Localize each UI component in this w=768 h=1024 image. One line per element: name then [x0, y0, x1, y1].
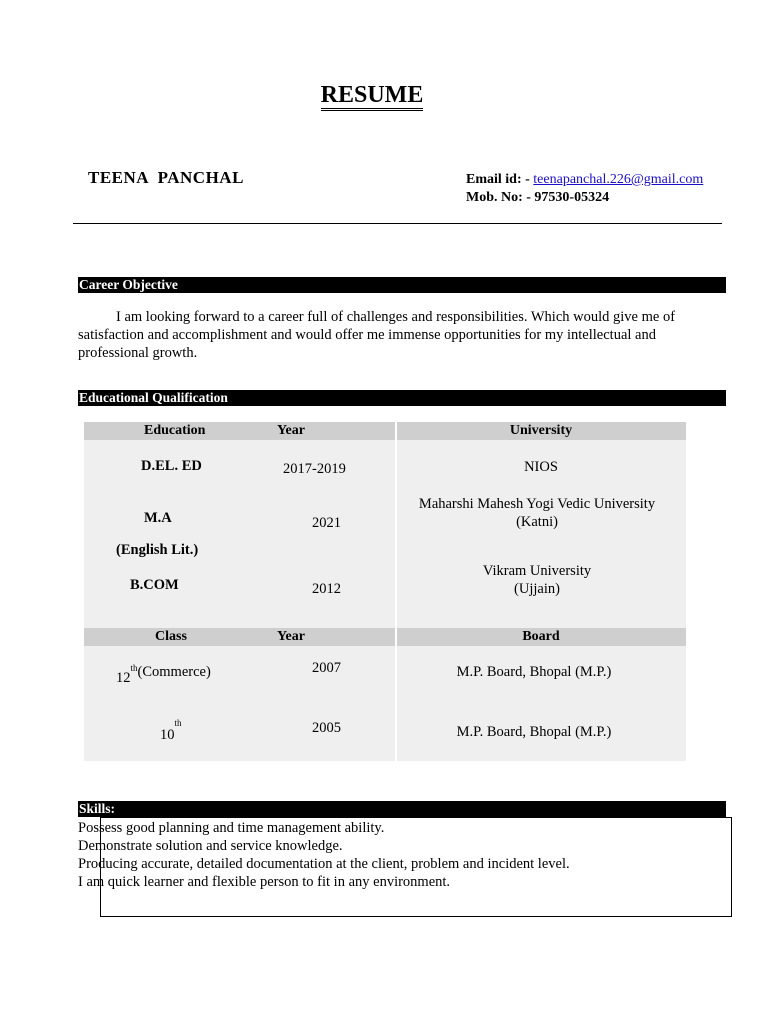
header-university: University [509, 423, 573, 438]
career-objective-heading: Career Objective [78, 277, 726, 293]
degree-ma-subject: (English Lit.) [116, 542, 199, 558]
email-row [466, 171, 703, 189]
header-education: Education [144, 423, 206, 438]
career-objective-text: I am looking forward to a career full of challenges and responsibilities. Which would give me of satisfaction and accomplishment and would offer me immense opportunities for my intellectual and professional growth. [78, 309, 676, 361]
degree-deled: D.EL. ED [141, 458, 202, 474]
year-10th: 2005 [312, 720, 341, 736]
degree-ma: M.A [144, 510, 172, 526]
university-deled: NIOS [524, 459, 558, 475]
skill-item: I am quick learner and flexible person to fit in any environment. [78, 874, 451, 890]
university-ma: Maharshi Mahesh Yogi Vedic University (Katni) [418, 496, 656, 530]
skill-item: Possess good planning and time management ability. [78, 820, 385, 836]
year-ma: 2021 [312, 515, 341, 531]
skill-item: Producing accurate, detailed documentation at the client, problem and incident level. [78, 856, 570, 872]
email-label: Email id: - [466, 172, 534, 187]
header-divider [73, 223, 722, 224]
degree-bcom: B.COM [130, 577, 179, 593]
board-10th: M.P. Board, Bhopal (M.P.) [456, 724, 612, 740]
skill-item: Demonstrate solution and service knowledge. [78, 838, 343, 854]
board-12th: M.P. Board, Bhopal (M.P.) [456, 664, 612, 680]
header-year: Year [277, 423, 305, 438]
skills-heading: Skills: [78, 801, 726, 817]
header-class: Class [155, 629, 187, 644]
year-12th: 2007 [312, 660, 341, 676]
class-10th: 10th [160, 718, 182, 743]
resume-title: RESUME [0, 82, 744, 109]
header-school-year: Year [277, 629, 305, 644]
year-bcom: 2012 [312, 581, 341, 597]
mobile-number: Mob. No: - 97530-05324 [466, 190, 610, 205]
contact-block [466, 171, 703, 207]
class-12th: 12th(Commerce) [116, 663, 211, 686]
candidate-name: TEENA PANCHAL [88, 168, 244, 187]
university-bcom: Vikram University (Ujjain) [482, 563, 592, 597]
year-deled: 2017-2019 [283, 461, 346, 477]
email-link[interactable]: teenapanchal.226@gmail.com [533, 172, 704, 187]
header-board: Board [522, 629, 560, 644]
skills-list [78, 819, 570, 891]
education-heading: Educational Qualification [78, 390, 726, 406]
